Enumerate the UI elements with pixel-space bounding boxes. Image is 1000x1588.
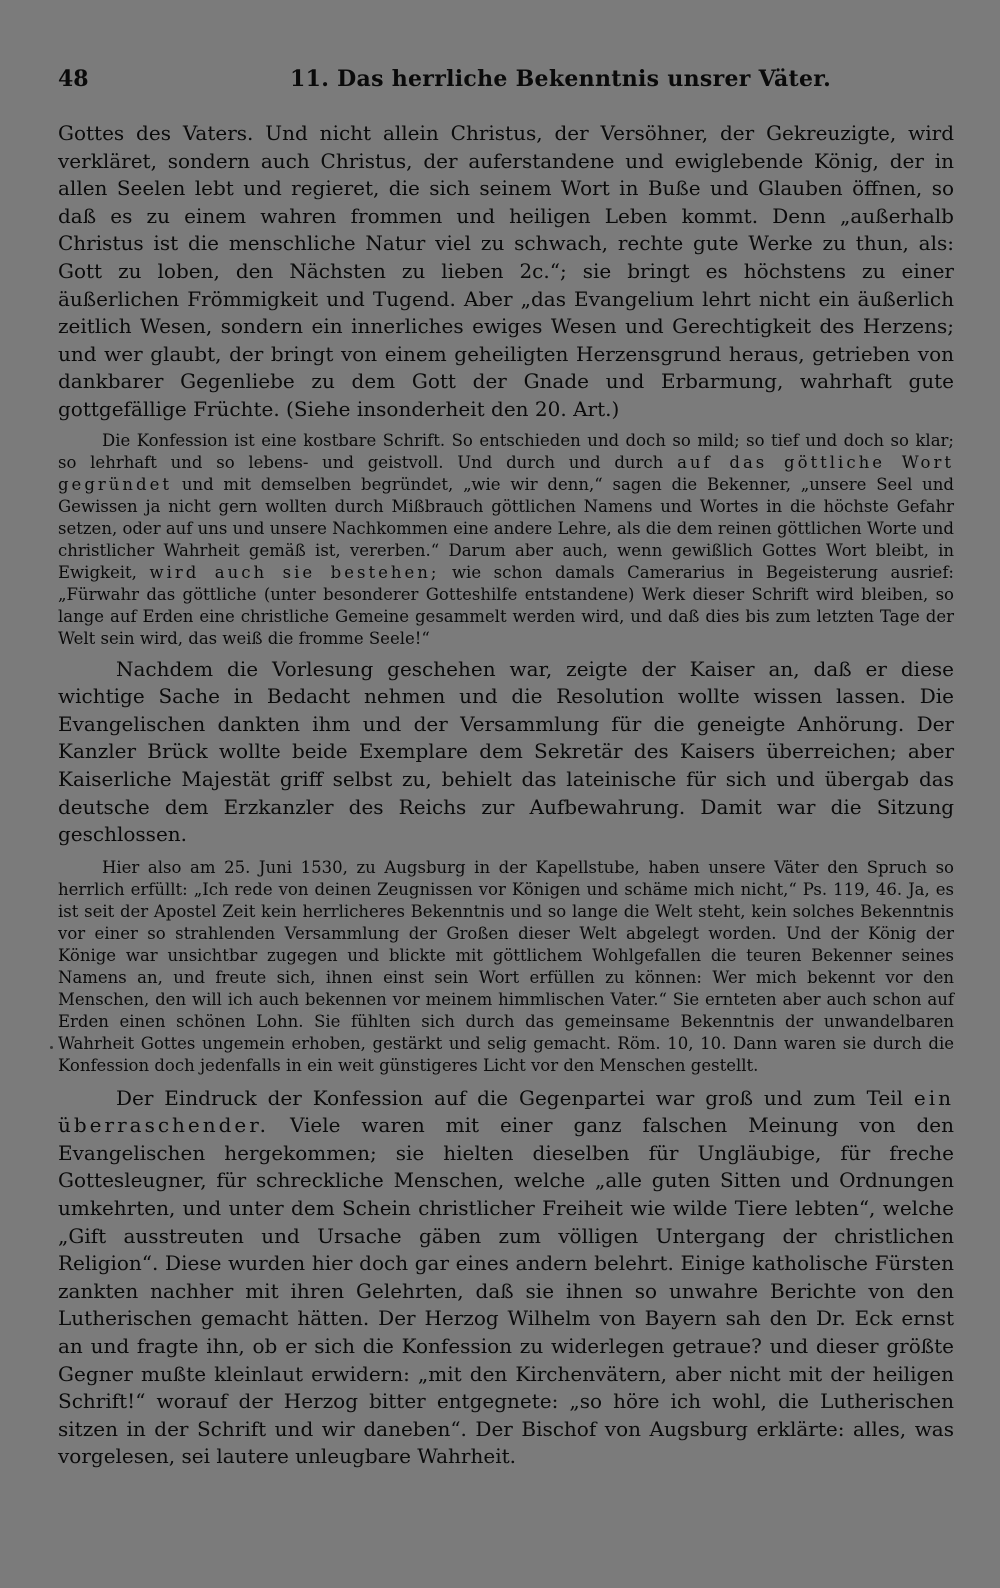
margin-speck xyxy=(50,1046,53,1049)
note-1-part-c: wie schon damals Camerarius in Begeisterung ausrief: „Fürwahr das göttliche (unter besonderer Gotteshilfe entstandene) Werk dieser Schrift wird bleiben, so lange auf Erden eine christliche Gemeine gesammelt werden wird, und daß dies bis zum letzten Tage der Welt sein wird, das weiß die fromme Seele!“ xyxy=(58,562,954,648)
small-print-note-1 xyxy=(58,430,954,650)
paragraph-3-part-a: Der Eindruck der Konfession auf die Gegenpartei war groß und zum Teil xyxy=(116,1085,903,1110)
paragraph-3-emphasis: ein überraschender. xyxy=(58,1085,955,1138)
paragraph-1: Gottes des Vaters. Und nicht allein Christus, der Versöhner, der Gekreuzigte, wird verkläret, sondern auch Christus, der auferstandene und ewiglebende König, der in allen Seelen lebt und regieret, die sich seinem Wort in Buße und Glauben öffnen, so daß es zu einem wahren frommen und heiligen Leben kommt. Denn „außerhalb Christus ist die menschliche Natur viel zu schwach, rechte gute Werke zu thun, als: Gott zu loben, den Nächsten zu lieben 2c.“; sie bringt es höchstens zu einer äußerlichen Frömmigkeit und Tugend. Aber „das Evangelium lehrt nicht ein äußerlich zeitlich Wesen, sondern ein innerliches ewiges Wesen und Gerechtigkeit des Herzens; und wer glaubt, der bringt von einem geheiligten Herzensgrund heraus, getrieben von dankbarer Gegenliebe zu dem Gott der Gnade und Erbarmung, wahrhaft gute gottgefällige Früchte. (Siehe insonderheit den 20. Art.) xyxy=(58,121,954,421)
running-title: 11. Das herrliche Bekenntnis unsrer Väter. xyxy=(290,66,832,92)
note-1-part-b: und mit demselben begründet, „wie wir denn,“ sagen die Bekenner, „unsere Seel und Gewissen ja nicht gern wollten durch Mißbrauch göttlichen Namens und Wortes in die höchste Gefahr setzen, oder auf uns und unsere Nachkommen eine andere Lehre, als die dem reinen göttlichen Worte und christlicher Wahrheit gemäß ist, vererben.“ Darum aber auch, wenn gewißlich Gottes Wort bleibt, in Ewigkeit, xyxy=(58,474,954,582)
paragraph-2: Nachdem die Vorlesung geschehen war, zeigte der Kaiser an, daß er diese wichtige Sache in Bedacht nehmen und die Resolution wollte wissen lassen. Die Evangelischen dankten ihm und der Versammlung für die geneigte Anhörung. Der Kanzler Brück wollte beide Exemplare dem Sekretär des Kaisers überreichen; aber Kaiserliche Majestät griff selbst zu, behielt das lateinische für sich und übergab das deutsche dem Erzkanzler des Reichs zur Aufbewahrung. Damit war die Sitzung geschlossen. xyxy=(58,656,954,847)
page-header xyxy=(58,64,954,98)
page-number: 48 xyxy=(58,66,89,92)
note-1-part-a: Die Konfession ist eine kostbare Schrift. So entschieden und doch so mild; so tief und doch so klar; so lehrhaft und so lebens- und geistvoll. Und durch und durch xyxy=(58,430,954,472)
book-page xyxy=(58,64,954,1574)
note-1-emphasis-b: wird auch sie bestehen; xyxy=(149,562,440,582)
note-1-emphasis-a: auf das göttliche Wort gegründet xyxy=(58,452,955,494)
small-print-note-2: Hier also am 25. Juni 1530, zu Augsburg in der Kapellstube, haben unsere Väter den Spruch so herrlich erfüllt: „Ich rede von deinen Zeugnissen vor Königen und schäme mich nicht,“ Ps. 119, 46. Ja, es ist seit der Apostel Zeit kein herrlicheres Bekenntnis und so lange die Welt steht, kein solches Bekenntnis vor einer so strahlenden Versammlung der Großen dieser Welt abgelegt worden. Und der König der Könige war unsichtbar zugegen und blickte mit göttlichem Wohlgefallen die teuren Bekenner seines Namens an, und freute sich, ihnen einst sein Wort erfüllen zu können: Wer mich bekennt vor den Menschen, den will ich auch bekennen vor meinem himmlischen Vater.“ Sie ernteten aber auch schon auf Erden einen schönen Lohn. Sie fühlten sich durch das gemeinsame Bekenntnis der unwandelbaren Wahrheit Gottes ungemein erhoben, gestärkt und selig gemacht. Röm. 10, 10. Dann waren sie durch die Konfession doch jedenfalls in ein weit günstigeres Licht vor den Menschen gestellt. xyxy=(58,857,954,1075)
paragraph-3-part-b: Viele waren mit einer ganz falschen Meinung von den Evangelischen hergekommen; sie hielten dieselben für Ungläubige, für freche Gottesleugner, für schreckliche Menschen, welche „alle guten Sitten und Ordnungen umkehrten, und unter dem Schein christlicher Freiheit wie wilde Tiere lebten“, welche „Gift ausstreuten und Ursache gäben zum völligen Untergang der christlichen Religion“. Diese wurden hier doch gar eines andern belehrt. Einige katholische Fürsten zankten nachher mit ihren Gelehrten, daß sie ihnen so unwahre Berichte von den Lutherischen gemacht hätten. Der Herzog Wilhelm von Bayern sah den Dr. Eck ernst an und fragte ihn, ob er sich die Konfession zu widerlegen getraue? und dieser größte Gegner mußte kleinlaut erwidern: „mit den Kirchenvätern, aber nicht mit der heiligen Schrift!“ worauf der Herzog bitter entgegnete: „so höre ich wohl, die Lutherischen sitzen in der Schrift und wir daneben“. Der Bischof von Augsburg erklärte: alles, was vorgelesen, sei lautere unleugbare Wahrheit. xyxy=(58,1113,954,1469)
paragraph-3 xyxy=(58,1085,954,1471)
